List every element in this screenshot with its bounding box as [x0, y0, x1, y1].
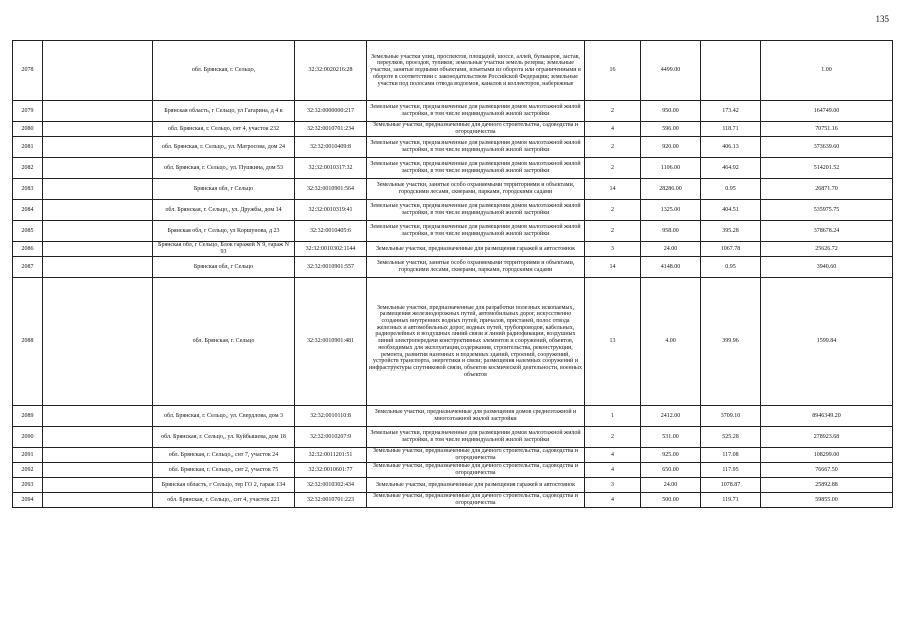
square-cell: 531.00	[641, 427, 701, 448]
row-number-cell: 2084	[13, 200, 43, 221]
cadastral-number-cell: 32:32:0010701:223	[295, 493, 367, 508]
cadastral-value-table	[12, 40, 893, 508]
table-row	[13, 278, 893, 406]
square-cell: 958.00	[641, 221, 701, 242]
table-row	[13, 242, 893, 257]
cadastral-number-cell: 32:32:0010901:564	[295, 179, 367, 200]
rate-cell: 0.95	[701, 179, 761, 200]
group-cell: 4	[585, 448, 641, 463]
rate-cell: 173.42	[701, 101, 761, 122]
area-cell	[43, 242, 153, 257]
land-use-cell: Земельные участки, предназначенные для размещения гаражей и автостоянок	[367, 478, 585, 493]
value-cell: 3940.60	[761, 257, 893, 278]
square-cell: 4499.00	[641, 41, 701, 101]
address-cell: обл. Брянская, г. Сельцо, снт 4, участок 232	[153, 122, 295, 137]
address-cell: обл. Брянская, г. Сельцо,, ул. Дружбы, дом 14	[153, 200, 295, 221]
table-row	[13, 200, 893, 221]
area-cell	[43, 463, 153, 478]
value-cell: 373639.60	[761, 137, 893, 158]
rate-cell: 399.96	[701, 278, 761, 406]
area-cell	[43, 221, 153, 242]
group-cell: 2	[585, 221, 641, 242]
cadastral-number-cell: 32:32:0010207:9	[295, 427, 367, 448]
area-cell	[43, 427, 153, 448]
cadastral-number-cell: 32:32:0000000:217	[295, 101, 367, 122]
area-cell	[43, 257, 153, 278]
cadastral-number-cell: 32:32:0010110:8	[295, 406, 367, 427]
value-cell: 514201.52	[761, 158, 893, 179]
group-cell: 2	[585, 200, 641, 221]
cadastral-number-cell: 32:32:0010409:8	[295, 137, 367, 158]
address-cell: Брянская область, г Сельцо, тер ГО 2, гараж 134	[153, 478, 295, 493]
value-cell: 26871.70	[761, 179, 893, 200]
cadastral-number-cell: 32:32:0010302:434	[295, 478, 367, 493]
row-number-cell: 2082	[13, 158, 43, 179]
rate-cell: 525.28	[701, 427, 761, 448]
rate-cell: 0.95	[701, 257, 761, 278]
table-row	[13, 122, 893, 137]
square-cell: 4.00	[641, 278, 701, 406]
value-cell: 25892.88	[761, 478, 893, 493]
area-cell	[43, 278, 153, 406]
address-cell: Брянская область, г Сельцо, ул Гагарина, д 4 к	[153, 101, 295, 122]
address-cell: обл. Брянская, г. Сельцо,	[153, 41, 295, 101]
rate-cell: 3709.10	[701, 406, 761, 427]
rate-cell: 464.92	[701, 158, 761, 179]
cadastral-number-cell: 32:32:0010901:481	[295, 278, 367, 406]
table-row	[13, 493, 893, 508]
row-number-cell: 2087	[13, 257, 43, 278]
rate-cell: 117.95	[701, 463, 761, 478]
table-row	[13, 41, 893, 101]
cadastral-number-cell: 32:32:0010901:557	[295, 257, 367, 278]
group-cell: 4	[585, 122, 641, 137]
address-cell: обл. Брянская, г. Сельцо,, ул. Пушкина, дом 53	[153, 158, 295, 179]
value-cell: 8946349.20	[761, 406, 893, 427]
value-cell: 278923.68	[761, 427, 893, 448]
land-use-cell: Земельные участки, предназначенные для дачного строительства, садоводства и огородничества	[367, 463, 585, 478]
square-cell: 24.00	[641, 478, 701, 493]
land-use-cell: Земельные участки, предназначенные для размещения домов малоэтажной жилой застройки, в том числе индивидуальной жилой застройки	[367, 427, 585, 448]
square-cell: 1106.00	[641, 158, 701, 179]
address-cell: обл. Брянская, г. Сельцо,, снт 2, участок 75	[153, 463, 295, 478]
group-cell: 2	[585, 158, 641, 179]
rate-cell: 117.08	[701, 448, 761, 463]
address-cell: Брянская обл, г Сельцо, Блок гаражей N 9, гараж N 93	[153, 242, 295, 257]
address-cell: обл. Брянская, г. Сельцо,, снт 7, участок 24	[153, 448, 295, 463]
address-cell: Брянская обл, г Сельцо, ул Коршунова, д 23	[153, 221, 295, 242]
table-row	[13, 101, 893, 122]
square-cell: 920.00	[641, 137, 701, 158]
address-cell: обл. Брянская, г. Сельцо	[153, 278, 295, 406]
cadastral-number-cell: 32:32:0010701:234	[295, 122, 367, 137]
row-number-cell: 2089	[13, 406, 43, 427]
rate-cell: 119.71	[701, 493, 761, 508]
table-row	[13, 137, 893, 158]
area-cell	[43, 122, 153, 137]
address-cell: обл. Брянская, г. Сельцо,, снт 4, участок 221	[153, 493, 295, 508]
land-use-cell: Земельные участки, предназначенные для размещения домов малоэтажной жилой застройки, в том числе индивидуальной жилой застройки	[367, 101, 585, 122]
area-cell	[43, 179, 153, 200]
row-number-cell: 2083	[13, 179, 43, 200]
group-cell: 14	[585, 179, 641, 200]
group-cell: 14	[585, 257, 641, 278]
area-cell	[43, 200, 153, 221]
table-row	[13, 406, 893, 427]
group-cell: 4	[585, 463, 641, 478]
square-cell: 24.00	[641, 242, 701, 257]
group-cell: 16	[585, 41, 641, 101]
value-cell: 1.00	[761, 41, 893, 101]
cadastral-number-cell: 32:32:0010319:41	[295, 200, 367, 221]
value-cell: 70751.16	[761, 122, 893, 137]
group-cell: 2	[585, 137, 641, 158]
area-cell	[43, 406, 153, 427]
group-cell: 1	[585, 406, 641, 427]
square-cell: 500.00	[641, 493, 701, 508]
table-body	[13, 41, 893, 508]
rate-cell: 1067.78	[701, 242, 761, 257]
value-cell: 59855.00	[761, 493, 893, 508]
square-cell: 950.00	[641, 101, 701, 122]
land-use-cell: Земельные участки, предназначенные для размещения домов малоэтажной жилой застройки, в том числе индивидуальной жилой застройки	[367, 137, 585, 158]
row-number-cell: 2094	[13, 493, 43, 508]
land-use-cell: Земельные участки, предназначенные для разработки полезных ископаемых, размещения железнодорожных путей, автомобильных дорог, искусственно созданных внутренних водных путей, причалов, пристаней, полос отвода железных и автомобильных дорог, водных путей, трубопроводов, кабельных, радиорелейных и воздушных линий связи и линий радиофикации, воздушных линий электропередачи конструктивных элементов и сооружений, объектов, необходимых для эксплуатации,содержания, строительства, реконструкции, ремонта, развития наземных и подземных зданий, строений, сооружений, устройств транспорта, энергетики и связи; размещения наземных сооружений и инфраструктуры спутниковой связи, объектов космической деятельности, военных объектов	[367, 278, 585, 406]
address-cell: обл. Брянская, г. Сельцо,, ул. Матросова, дом 24	[153, 137, 295, 158]
cadastral-number-cell: 32:32:0010601:77	[295, 463, 367, 478]
group-cell: 3	[585, 242, 641, 257]
row-number-cell: 2092	[13, 463, 43, 478]
land-use-cell: Земельные участки, предназначенные для размещения домов малоэтажной жилой застройки, в том числе индивидуальной жилой застройки	[367, 158, 585, 179]
value-cell: 535975.75	[761, 200, 893, 221]
land-use-cell: Земельные участки, предназначенные для дачного строительства, садоводства и огородничества	[367, 122, 585, 137]
area-cell	[43, 448, 153, 463]
cadastral-number-cell: 32:32:0010317:32	[295, 158, 367, 179]
square-cell: 2412.00	[641, 406, 701, 427]
value-cell: 108299.00	[761, 448, 893, 463]
value-cell: 164749.00	[761, 101, 893, 122]
value-cell: 1599.84	[761, 278, 893, 406]
area-cell	[43, 41, 153, 101]
table-row	[13, 221, 893, 242]
square-cell: 650.00	[641, 463, 701, 478]
area-cell	[43, 101, 153, 122]
rate-cell: 404.51	[701, 200, 761, 221]
land-use-cell: Земельные участки, предназначенные для размещения домов среднеэтажной и многоэтажной жилой застройки	[367, 406, 585, 427]
value-cell: 76667.50	[761, 463, 893, 478]
value-cell: 378678.24	[761, 221, 893, 242]
table-row	[13, 478, 893, 493]
row-number-cell: 2088	[13, 278, 43, 406]
row-number-cell: 2085	[13, 221, 43, 242]
table-row	[13, 448, 893, 463]
table-row	[13, 463, 893, 478]
cadastral-number-cell: 32:32:0011201:51	[295, 448, 367, 463]
land-use-cell: Земельные участки, занятые особо охраняемыми территориями и объектами, городскими лесами, скверами, парками, городскими садами	[367, 257, 585, 278]
square-cell: 596.00	[641, 122, 701, 137]
cadastral-number-cell: 32:32:0010405:6	[295, 221, 367, 242]
address-cell: Брянская обл, г Сельцо	[153, 257, 295, 278]
address-cell: Брянская обл, г Сельцо	[153, 179, 295, 200]
row-number-cell: 2086	[13, 242, 43, 257]
address-cell: обл. Брянская, г. Сельцо,, ул. Куйбышева, дом 18	[153, 427, 295, 448]
row-number-cell: 2093	[13, 478, 43, 493]
land-use-cell: Земельные участки, предназначенные для размещения гаражей и автостоянок	[367, 242, 585, 257]
group-cell: 2	[585, 427, 641, 448]
cadastral-number-cell: 32:32:0020216:28	[295, 41, 367, 101]
value-cell: 25626.72	[761, 242, 893, 257]
square-cell: 925.00	[641, 448, 701, 463]
page-number: 135	[875, 14, 889, 24]
group-cell: 2	[585, 101, 641, 122]
land-use-cell: Земельные участки, предназначенные для дачного строительства, садоводства и огородничества	[367, 448, 585, 463]
area-cell	[43, 137, 153, 158]
cadastral-number-cell: 32:32:0010302:1144	[295, 242, 367, 257]
address-cell: обл. Брянская, г. Сельцо,, ул. Свердлова, дом 3	[153, 406, 295, 427]
row-number-cell: 2090	[13, 427, 43, 448]
square-cell: 1325.00	[641, 200, 701, 221]
table-row	[13, 158, 893, 179]
table-row	[13, 427, 893, 448]
land-use-cell: Земельные участки, предназначенные для дачного строительства, садоводства и огородничества	[367, 493, 585, 508]
land-use-cell: Земельные участки улиц, проспектов, площадей, шоссе, аллей, бульваров, застав, переулков, проездов, тупиков; земельные участки земель резерва; земельные участки, занятые водными объектами, изъятыми из оборота или ограниченными в обороте в соответствии с законодательством Российской Федерации; земельные участки под полосами отвода водоемов, каналов и коллекторов, набережные	[367, 41, 585, 101]
land-use-cell: Земельные участки, занятые особо охраняемыми территориями и объектами, городскими лесами, скверами, парками, городскими садами	[367, 179, 585, 200]
row-number-cell: 2078	[13, 41, 43, 101]
area-cell	[43, 478, 153, 493]
group-cell: 13	[585, 278, 641, 406]
rate-cell: 406.13	[701, 137, 761, 158]
row-number-cell: 2079	[13, 101, 43, 122]
land-use-cell: Земельные участки, предназначенные для размещения домов малоэтажной жилой застройки, в том числе индивидуальной жилой застройки	[367, 221, 585, 242]
rate-cell: 118.71	[701, 122, 761, 137]
group-cell: 4	[585, 493, 641, 508]
square-cell: 4148.00	[641, 257, 701, 278]
area-cell	[43, 158, 153, 179]
rate-cell	[701, 41, 761, 101]
rate-cell: 1078.87	[701, 478, 761, 493]
rate-cell: 395.28	[701, 221, 761, 242]
land-use-cell: Земельные участки, предназначенные для размещения домов малоэтажной жилой застройки, в том числе индивидуальной жилой застройки	[367, 200, 585, 221]
row-number-cell: 2081	[13, 137, 43, 158]
area-cell	[43, 493, 153, 508]
row-number-cell: 2091	[13, 448, 43, 463]
row-number-cell: 2080	[13, 122, 43, 137]
square-cell: 28286.00	[641, 179, 701, 200]
table-row	[13, 257, 893, 278]
group-cell: 3	[585, 478, 641, 493]
table-row	[13, 179, 893, 200]
